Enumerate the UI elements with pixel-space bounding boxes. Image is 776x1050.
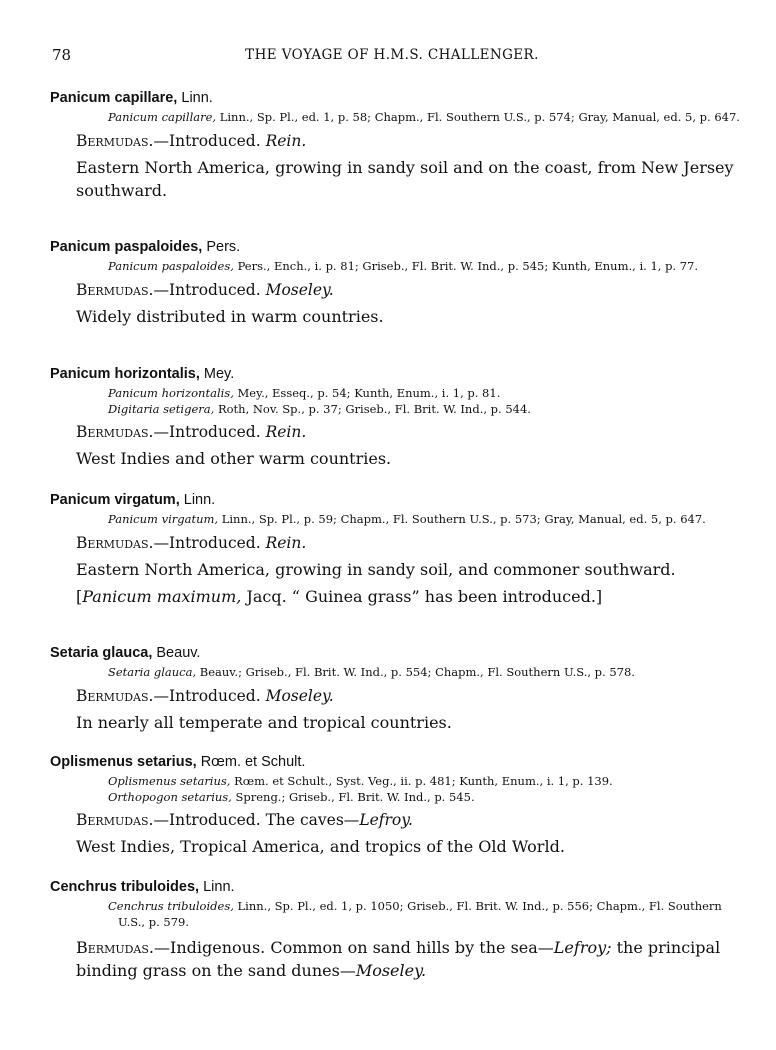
species-heading [50, 364, 740, 384]
range-note [76, 558, 740, 581]
distribution-line [76, 532, 740, 554]
reference-block [50, 899, 740, 930]
distribution-paragraph [76, 936, 740, 982]
reference-species: Orthopogon setarius, [108, 789, 232, 804]
species-author: Linn. [203, 879, 235, 895]
reference-species: Panicum virgatum, [108, 512, 219, 526]
range-note [76, 711, 740, 734]
range-note [76, 835, 740, 858]
species-author: Mey. [203, 366, 235, 382]
reference-species: Oplismenus setarius, [108, 774, 231, 788]
collector-secondary: Moseley. [355, 961, 427, 980]
range-text: West Indies and other warm countries. [76, 449, 392, 468]
reference-text: Pers., Ench., i. p. 81; Griseb., Fl. Brit. W. Ind., p. 545; Kunth, Enum., i. 1, p. 77. [237, 259, 699, 273]
species-heading [50, 877, 740, 897]
collector: Rein. [265, 131, 307, 150]
aside-note [76, 585, 740, 608]
reference-block [50, 665, 740, 681]
range-note [76, 447, 740, 470]
species-name: Setaria glauca, [50, 645, 153, 661]
species-author: Linn. [181, 90, 213, 106]
reference-line [108, 774, 740, 790]
reference-line [108, 899, 740, 930]
page-header [52, 46, 732, 68]
species-entry [50, 643, 740, 734]
species-author: Beauv. [156, 645, 201, 661]
status-continued: the principal binding grass on the sand dunes— [76, 938, 721, 980]
reference-species: Setaria glauca, [108, 665, 197, 679]
page-number: 78 [52, 46, 72, 64]
species-name: Panicum paspaloides, [50, 239, 203, 255]
range-note [76, 156, 740, 202]
reference-text: Linn., Sp. Pl., ed. 1, p. 1050; Griseb., Fl. Brit. W. Ind., p. 556; Chapm., Fl. Southern U.S., p. 579. [118, 899, 722, 929]
species-entry [50, 490, 740, 608]
species-name: Oplismenus setarius, [50, 754, 197, 770]
reference-species: Panicum paspaloides, [108, 259, 234, 273]
reference-block [50, 110, 740, 126]
reference-species: Digitaria setigera, [108, 401, 215, 416]
reference-block [50, 259, 740, 275]
range-text: Eastern North America, growing in sandy soil, and commoner southward. [76, 559, 676, 579]
running-head: THE VOYAGE OF H.M.S. CHALLENGER. [245, 47, 539, 63]
locality: Bermudas. [76, 938, 154, 957]
reference-text: Linn., Sp. Pl., p. 59; Chapm., Fl. Southern U.S., p. 573; Gray, Manual, ed. 5, p. 647. [221, 512, 706, 526]
reference-text: Mey., Esseq., p. 54; Kunth, Enum., i. 1, p. 81. [237, 386, 501, 400]
species-entry [50, 752, 740, 858]
reference-block [50, 386, 740, 417]
locality: Bermudas. [76, 811, 154, 829]
locality: Bermudas. [76, 686, 154, 705]
range-note [76, 305, 740, 328]
collector: Moseley. [265, 686, 334, 705]
status: —Introduced. [153, 423, 261, 441]
distribution-line [76, 809, 740, 831]
collector: Rein. [265, 423, 307, 441]
status: —Introduced. The caves— [153, 811, 360, 829]
reference-species: Panicum capillare, [108, 110, 217, 124]
status: —Indigenous. Common on sand hills by the sea— [154, 938, 554, 957]
locality: Bermudas. [76, 131, 154, 150]
species-entry [50, 364, 740, 470]
reference-text: Spreng.; Griseb., Fl. Brit. W. Ind., p. 545. [235, 789, 475, 804]
distribution-line [76, 421, 740, 443]
species-heading [50, 752, 740, 772]
species-entry [50, 88, 740, 202]
status: —Introduced. [153, 280, 261, 299]
locality: Bermudas. [76, 533, 154, 552]
species-entry [50, 237, 740, 328]
species-heading [50, 88, 740, 108]
species-heading [50, 237, 740, 257]
reference-text: Roth, Nov. Sp., p. 37; Griseb., Fl. Brit. W. Ind., p. 544. [217, 401, 531, 416]
species-entry [50, 877, 740, 982]
reference-line [108, 110, 740, 126]
aside-bracket: [ [76, 586, 83, 606]
species-author: Pers. [206, 239, 241, 255]
reference-line [108, 789, 740, 806]
aside-species: Panicum maximum, [82, 586, 242, 606]
reference-line [108, 259, 740, 275]
reference-species: Panicum horizontalis, [108, 386, 234, 400]
reference-text: Beauv.; Griseb., Fl. Brit. W. Ind., p. 554; Chapm., Fl. Southern U.S., p. 578. [199, 665, 635, 679]
species-heading [50, 643, 740, 663]
collector: Lefroy; [553, 938, 612, 957]
range-text: West Indies, Tropical America, and tropics of the Old World. [76, 837, 565, 856]
distribution-line [76, 685, 740, 707]
locality: Bermudas. [76, 280, 154, 299]
distribution-line [76, 279, 740, 301]
locality: Bermudas. [76, 423, 154, 441]
range-text: Eastern North America, growing in sandy soil and on the coast, from New Jersey southward. [76, 157, 734, 200]
collector: Lefroy. [359, 811, 413, 829]
collector: Moseley. [265, 280, 334, 299]
reference-line [108, 512, 740, 528]
reference-line [108, 401, 740, 418]
species-name: Panicum horizontalis, [50, 366, 200, 382]
distribution-line [76, 130, 740, 152]
reference-block [50, 774, 740, 805]
reference-text: Rœm. et Schult., Syst. Veg., ii. p. 481; Kunth, Enum., i. 1, p. 139. [234, 774, 613, 788]
collector: Rein. [265, 533, 307, 552]
reference-species: Cenchrus tribuloides, [108, 899, 234, 913]
status: —Introduced. [153, 533, 261, 552]
species-author: Linn. [183, 492, 216, 508]
status: —Introduced. [153, 686, 261, 705]
reference-text: Linn., Sp. Pl., ed. 1, p. 58; Chapm., Fl. Southern U.S., p. 574; Gray, Manual, ed. 5, p. 647. [219, 110, 740, 124]
species-name: Panicum capillare, [50, 90, 178, 106]
aside-text: Jacq. “ Guinea grass” has been introduced.] [246, 586, 603, 606]
range-text: In nearly all temperate and tropical countries. [76, 712, 452, 732]
species-name: Cenchrus tribuloides, [50, 879, 200, 895]
range-text: Widely distributed in warm countries. [76, 306, 384, 326]
species-name: Panicum virgatum, [50, 492, 180, 508]
status: —Introduced. [153, 131, 261, 150]
species-author: Rœm. et Schult. [200, 754, 306, 770]
reference-line [108, 665, 740, 681]
reference-block [50, 512, 740, 528]
reference-line [108, 386, 740, 402]
species-heading [50, 490, 740, 510]
